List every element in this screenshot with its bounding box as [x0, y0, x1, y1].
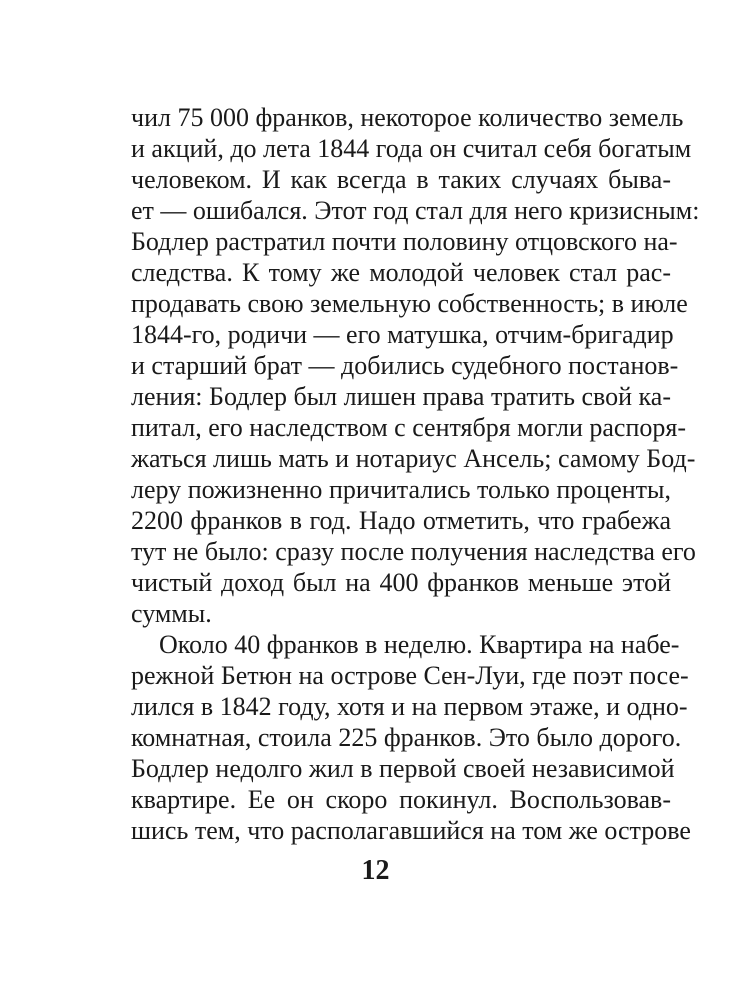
text-line: чил 75 000 франков, некоторое количество земель	[131, 103, 684, 132]
paragraph-1	[131, 102, 700, 629]
text-line: ления: Бодлер был лишен права тратить свой ка-	[131, 382, 671, 411]
text-line: и акций, до лета 1844 года он считал себя богатым	[131, 134, 692, 163]
text-line: квартире. Ее он скоро покинул. Воспользовав-	[131, 785, 671, 814]
text-line: жаться лишь мать и нотариус Ансель; самому Бод-	[131, 444, 696, 473]
text-line: 2200 франков в год. Надо отметить, что грабежа	[131, 506, 671, 535]
page-number: 12	[361, 855, 390, 886]
text-line: комнатная, стоила 225 франков. Это было дорого.	[131, 723, 682, 752]
text-line: лился в 1842 году, хотя и на первом этаже, и одно-	[131, 692, 688, 721]
text-line: питал, его наследством с сентября могли распоря-	[131, 413, 686, 442]
text-line: Бодлер недолго жил в первой своей независимой	[131, 754, 675, 783]
text-line: человеком. И как всегда в таких случаях быва-	[131, 165, 671, 194]
text-line: леру пожизненно причитались только проценты,	[131, 475, 671, 504]
text-line: чистый доход был на 400 франков меньше этой	[131, 568, 671, 597]
text-line: и старший брат — добились судебного постанов-	[131, 351, 679, 380]
text-line: ет — ошибался. Этот год стал для него кризисным:	[131, 196, 700, 225]
body-text	[131, 102, 700, 846]
text-line-indented: Около 40 франков в неделю. Квартира на набе-	[159, 630, 680, 659]
text-line: 1844-го, родичи — его матушка, отчим-бригадир	[131, 320, 674, 349]
text-line: шись тем, что располагавшийся на том же острове	[131, 816, 691, 845]
text-line-last: суммы.	[131, 599, 212, 628]
paragraph-2	[131, 629, 691, 846]
text-line: Бодлер растратил почти половину отцовского на-	[131, 227, 678, 256]
text-line: режной Бетюн на острове Сен-Луи, где поэт посе-	[131, 661, 689, 690]
text-line: продавать свою земельную собственность; в июле	[131, 289, 688, 318]
text-line: тут не было: сразу после получения наследства его	[131, 537, 696, 566]
text-line: следства. К тому же молодой человек стал рас-	[131, 258, 671, 287]
